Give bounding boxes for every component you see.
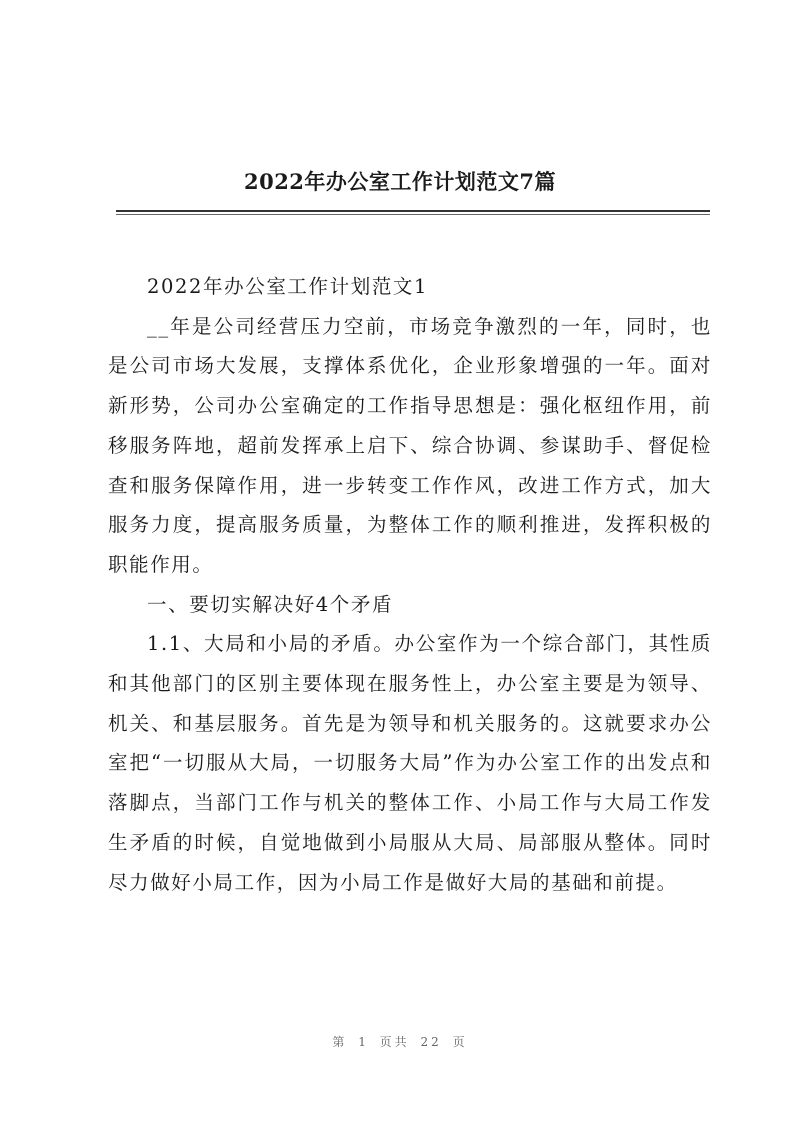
- footer-prefix: 第: [332, 1035, 348, 1049]
- body-paragraph: 1.1、大局和小局的矛盾。办公室作为一个综合部门，其性质和其他部门的区别主要体现在服务性上，办公室主要是为领导、机关、和基层服务。首先是为领导和机关服务的。这就要求办公室把“一切服从大局，一切服务大局”作为办公室工作的出发点和落脚点，当部门工作与机关的整体工作、小局工作与大局工作发生矛盾的时候，自觉地做到小局服从大局、局部服从整体。同时尽力做好小局工作，因为小局工作是做好大局的基础和前提。: [108, 632, 712, 894]
- page-footer: [0, 1033, 800, 1050]
- document-body: [108, 267, 712, 902]
- subsection-heading: 一、要切实解决好4个矛盾: [147, 592, 394, 616]
- title-divider: [116, 210, 710, 212]
- footer-suffix: 页: [452, 1035, 468, 1049]
- section-heading: 2022年办公室工作计划范文1: [147, 275, 429, 298]
- body-paragraph: __年是公司经营压力空前，市场竞争激烈的一年，同时，也是公司市场大发展，支撑体系优化，企业形象增强的一年。面对新形势，公司办公室确定的工作指导思想是：强化枢纽作用，前移服务阵地，超前发挥承上启下、综合协调、参谋助手、督促检查和服务保障作用，进一步转变工作作风，改进工作方式，加大服务力度，提高服务质量，为整体工作的顺利推进，发挥积极的职能作用。: [108, 314, 712, 576]
- title-divider-thin: [116, 214, 710, 215]
- document-title: 2022年办公室工作计划范文7篇: [243, 169, 557, 194]
- footer-total-pages: 22: [420, 1035, 442, 1049]
- footer-current-page: 1: [358, 1035, 369, 1049]
- footer-mid: 页共: [379, 1035, 410, 1049]
